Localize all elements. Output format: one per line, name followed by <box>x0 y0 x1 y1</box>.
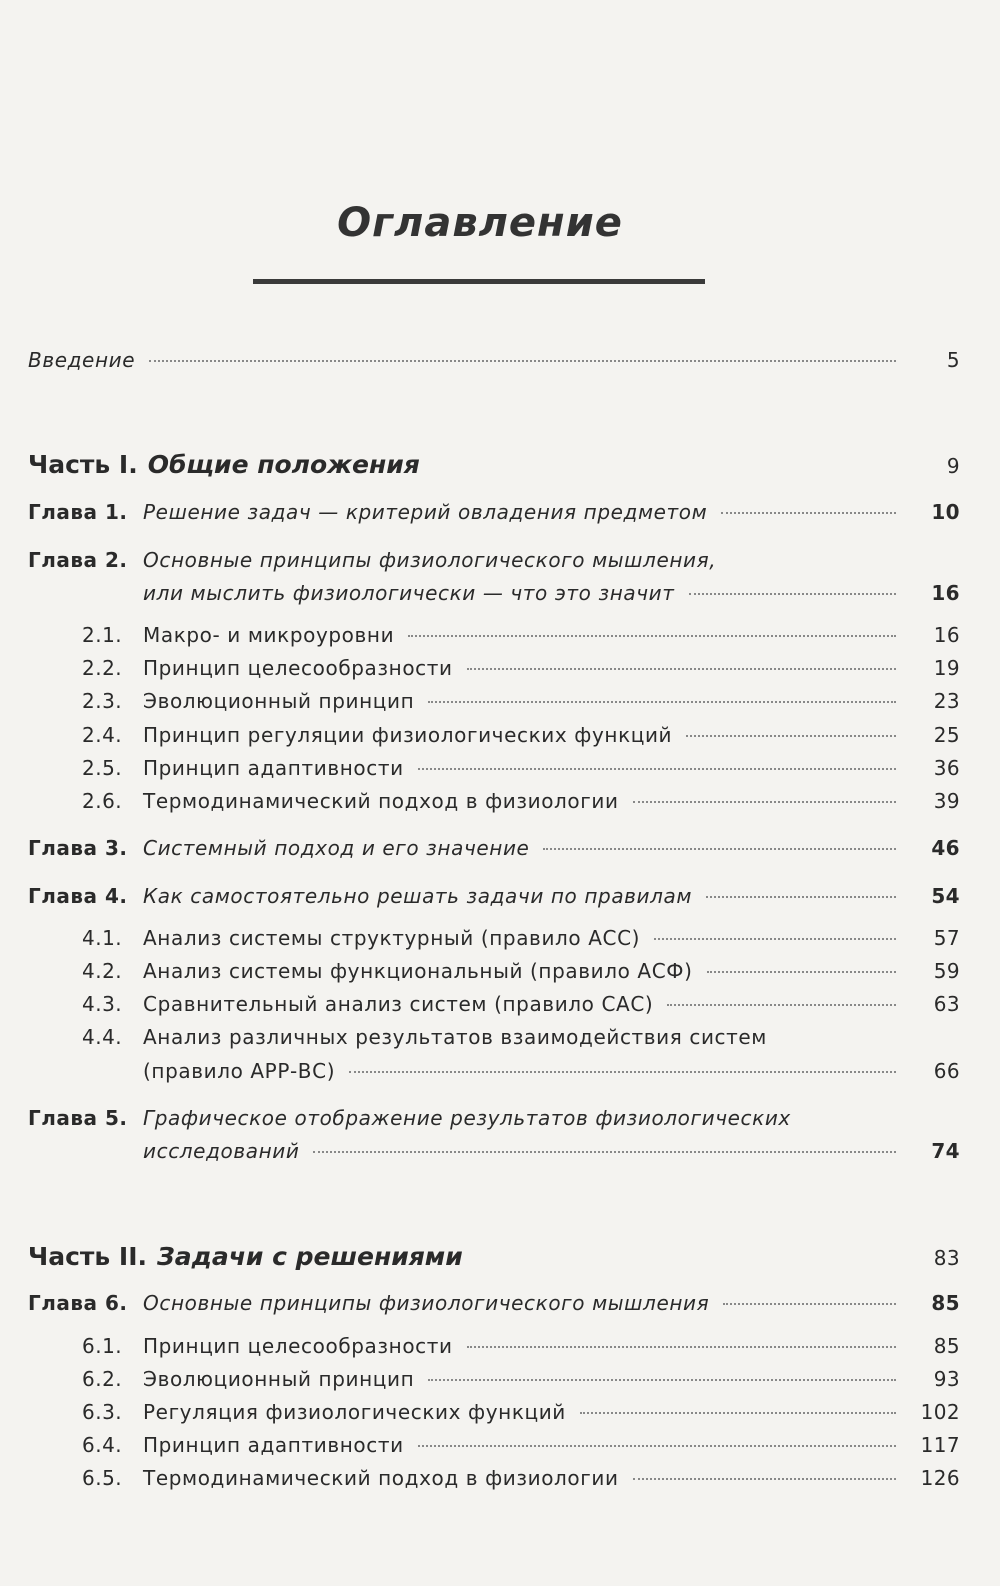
page-number: 66 <box>933 1059 960 1083</box>
entry-title: Анализ различных результатов взаимодействия систем <box>143 1025 767 1049</box>
entry-title-cont: исследований <box>143 1139 300 1163</box>
entry-title: Термодинамический подход в физиологии <box>143 789 619 813</box>
toc-section-4-2[interactable] <box>0 959 960 993</box>
chapter-label: Глава 1. <box>28 500 128 524</box>
toc-part-2[interactable] <box>0 1242 960 1276</box>
toc-section-4-3[interactable] <box>0 992 960 1026</box>
entry-title: Принцип адаптивности <box>143 756 404 780</box>
section-number: 4.2. <box>82 959 123 983</box>
section-number: 4.4. <box>82 1025 123 1049</box>
entry-title: Принцип адаптивности <box>143 1433 404 1457</box>
page-number: 85 <box>931 1291 960 1315</box>
toc-section-4-1[interactable] <box>0 926 960 960</box>
section-number: 4.3. <box>82 992 123 1016</box>
toc-section-2-4[interactable] <box>0 723 960 757</box>
entry-title-cont: или мыслить физиологически — что это значит <box>143 581 675 605</box>
chapter-label: Глава 3. <box>28 836 128 860</box>
toc-section-2-2[interactable] <box>0 656 960 690</box>
page-number: 25 <box>933 723 960 747</box>
part-label: Часть II. <box>28 1242 147 1271</box>
entry-title: Основные принципы физиологического мышления, <box>143 548 717 572</box>
page-number: 9 <box>946 454 960 478</box>
entry-title: Системный подход и его значение <box>143 836 530 860</box>
section-number: 2.1. <box>82 623 123 647</box>
toc-section-6-1[interactable] <box>0 1334 960 1368</box>
dot-leader <box>707 970 897 973</box>
title-rule <box>253 279 705 284</box>
entry-title: Решение задач — критерий овладения предметом <box>143 500 708 524</box>
page-number: 117 <box>920 1433 960 1457</box>
dot-leader <box>580 1411 896 1414</box>
chapter-label: Глава 6. <box>28 1291 128 1315</box>
dot-leader <box>667 1003 896 1006</box>
page-number: 16 <box>931 581 960 605</box>
part-label: Часть I. <box>28 450 138 479</box>
dot-leader <box>408 634 896 637</box>
page-number: 39 <box>933 789 960 813</box>
page-number: 19 <box>933 656 960 680</box>
page-number: 63 <box>933 992 960 1016</box>
entry-title: Анализ системы структурный (правило АСС) <box>143 926 641 950</box>
chapter-label: Глава 4. <box>28 884 128 908</box>
entry-title: Эволюционный принцип <box>143 689 415 713</box>
part-title: Общие положения <box>147 450 420 479</box>
dot-leader <box>633 1477 896 1480</box>
dot-leader <box>654 937 896 940</box>
page-number: 93 <box>933 1367 960 1391</box>
entry-title: Сравнительный анализ систем (правило САС) <box>143 992 654 1016</box>
toc-section-2-1[interactable] <box>0 623 960 657</box>
dot-leader <box>543 847 896 850</box>
page-number: 59 <box>933 959 960 983</box>
section-number: 2.5. <box>82 756 123 780</box>
page-number: 74 <box>931 1139 960 1163</box>
page-number: 23 <box>933 689 960 713</box>
page-number: 85 <box>933 1334 960 1358</box>
dot-leader <box>418 1444 896 1447</box>
toc-chapter-6[interactable] <box>0 1291 960 1325</box>
dot-leader <box>467 667 896 670</box>
section-number: 6.3. <box>82 1400 123 1424</box>
dot-leader <box>428 1378 896 1381</box>
page-number: 126 <box>920 1466 960 1490</box>
toc-chapter-4[interactable] <box>0 884 960 918</box>
page-number: 83 <box>933 1246 960 1270</box>
section-number: 2.3. <box>82 689 123 713</box>
section-number: 2.6. <box>82 789 123 813</box>
entry-title: Анализ системы функциональный (правило АСФ) <box>143 959 693 983</box>
toc-chapter-5-cont[interactable] <box>0 1139 960 1173</box>
dot-leader <box>723 1302 896 1305</box>
dot-leader <box>467 1345 896 1348</box>
section-number: 6.2. <box>82 1367 123 1391</box>
section-number: 2.4. <box>82 723 123 747</box>
toc-chapter-2[interactable] <box>0 548 960 582</box>
page-title: Оглавление <box>337 200 623 246</box>
page-number: 36 <box>933 756 960 780</box>
page-number: 57 <box>933 926 960 950</box>
toc-chapter-3[interactable] <box>0 836 960 870</box>
toc-section-6-3[interactable] <box>0 1400 960 1434</box>
page-number: 46 <box>931 836 960 860</box>
toc-section-4-4[interactable] <box>0 1025 960 1059</box>
chapter-label: Глава 5. <box>28 1106 128 1130</box>
toc-chapter-5[interactable] <box>0 1106 960 1140</box>
dot-leader <box>706 895 896 898</box>
toc-section-6-4[interactable] <box>0 1433 960 1467</box>
section-number: 6.5. <box>82 1466 123 1490</box>
entry-title: Графическое отображение результатов физиологических <box>143 1106 791 1130</box>
dot-leader <box>686 734 896 737</box>
dot-leader <box>149 359 896 362</box>
toc-chapter-1[interactable] <box>0 500 960 534</box>
page-number: 54 <box>931 884 960 908</box>
section-number: 6.4. <box>82 1433 123 1457</box>
toc-section-2-5[interactable] <box>0 756 960 790</box>
dot-leader <box>689 592 896 595</box>
entry-title: Как самостоятельно решать задачи по правилам <box>143 884 693 908</box>
entry-title: Эволюционный принцип <box>143 1367 415 1391</box>
page-number: 5 <box>946 348 960 372</box>
page-number: 16 <box>933 623 960 647</box>
section-number: 2.2. <box>82 656 123 680</box>
entry-title: Основные принципы физиологического мышления <box>143 1291 710 1315</box>
entry-title-cont: (правило АРР-ВС) <box>143 1059 336 1083</box>
entry-title: Принцип целесообразности <box>143 1334 453 1358</box>
toc-entry-intro[interactable] <box>0 348 960 382</box>
dot-leader <box>633 800 896 803</box>
page-number: 102 <box>920 1400 960 1424</box>
toc-section-6-5[interactable] <box>0 1466 960 1500</box>
dot-leader <box>428 700 896 703</box>
toc-section-2-6[interactable] <box>0 789 960 823</box>
section-number: 6.1. <box>82 1334 123 1358</box>
toc-chapter-2-cont[interactable] <box>0 581 960 615</box>
entry-title: Термодинамический подход в физиологии <box>143 1466 619 1490</box>
toc-part-1[interactable] <box>0 450 960 484</box>
dot-leader <box>721 511 896 514</box>
toc-section-6-2[interactable] <box>0 1367 960 1401</box>
page-number: 10 <box>931 500 960 524</box>
dot-leader <box>418 767 896 770</box>
toc-section-2-3[interactable] <box>0 689 960 723</box>
entry-title: Макро- и микроуровни <box>143 623 395 647</box>
dot-leader <box>313 1150 896 1153</box>
section-number: 4.1. <box>82 926 123 950</box>
part-title: Задачи с решениями <box>157 1242 463 1271</box>
entry-title: Принцип целесообразности <box>143 656 453 680</box>
entry-title: Принцип регуляции физиологических функций <box>143 723 673 747</box>
entry-title: Регуляция физиологических функций <box>143 1400 566 1424</box>
chapter-label: Глава 2. <box>28 548 128 572</box>
dot-leader <box>349 1070 896 1073</box>
entry-title: Введение <box>28 348 136 372</box>
toc-section-4-4-cont[interactable] <box>0 1059 960 1093</box>
